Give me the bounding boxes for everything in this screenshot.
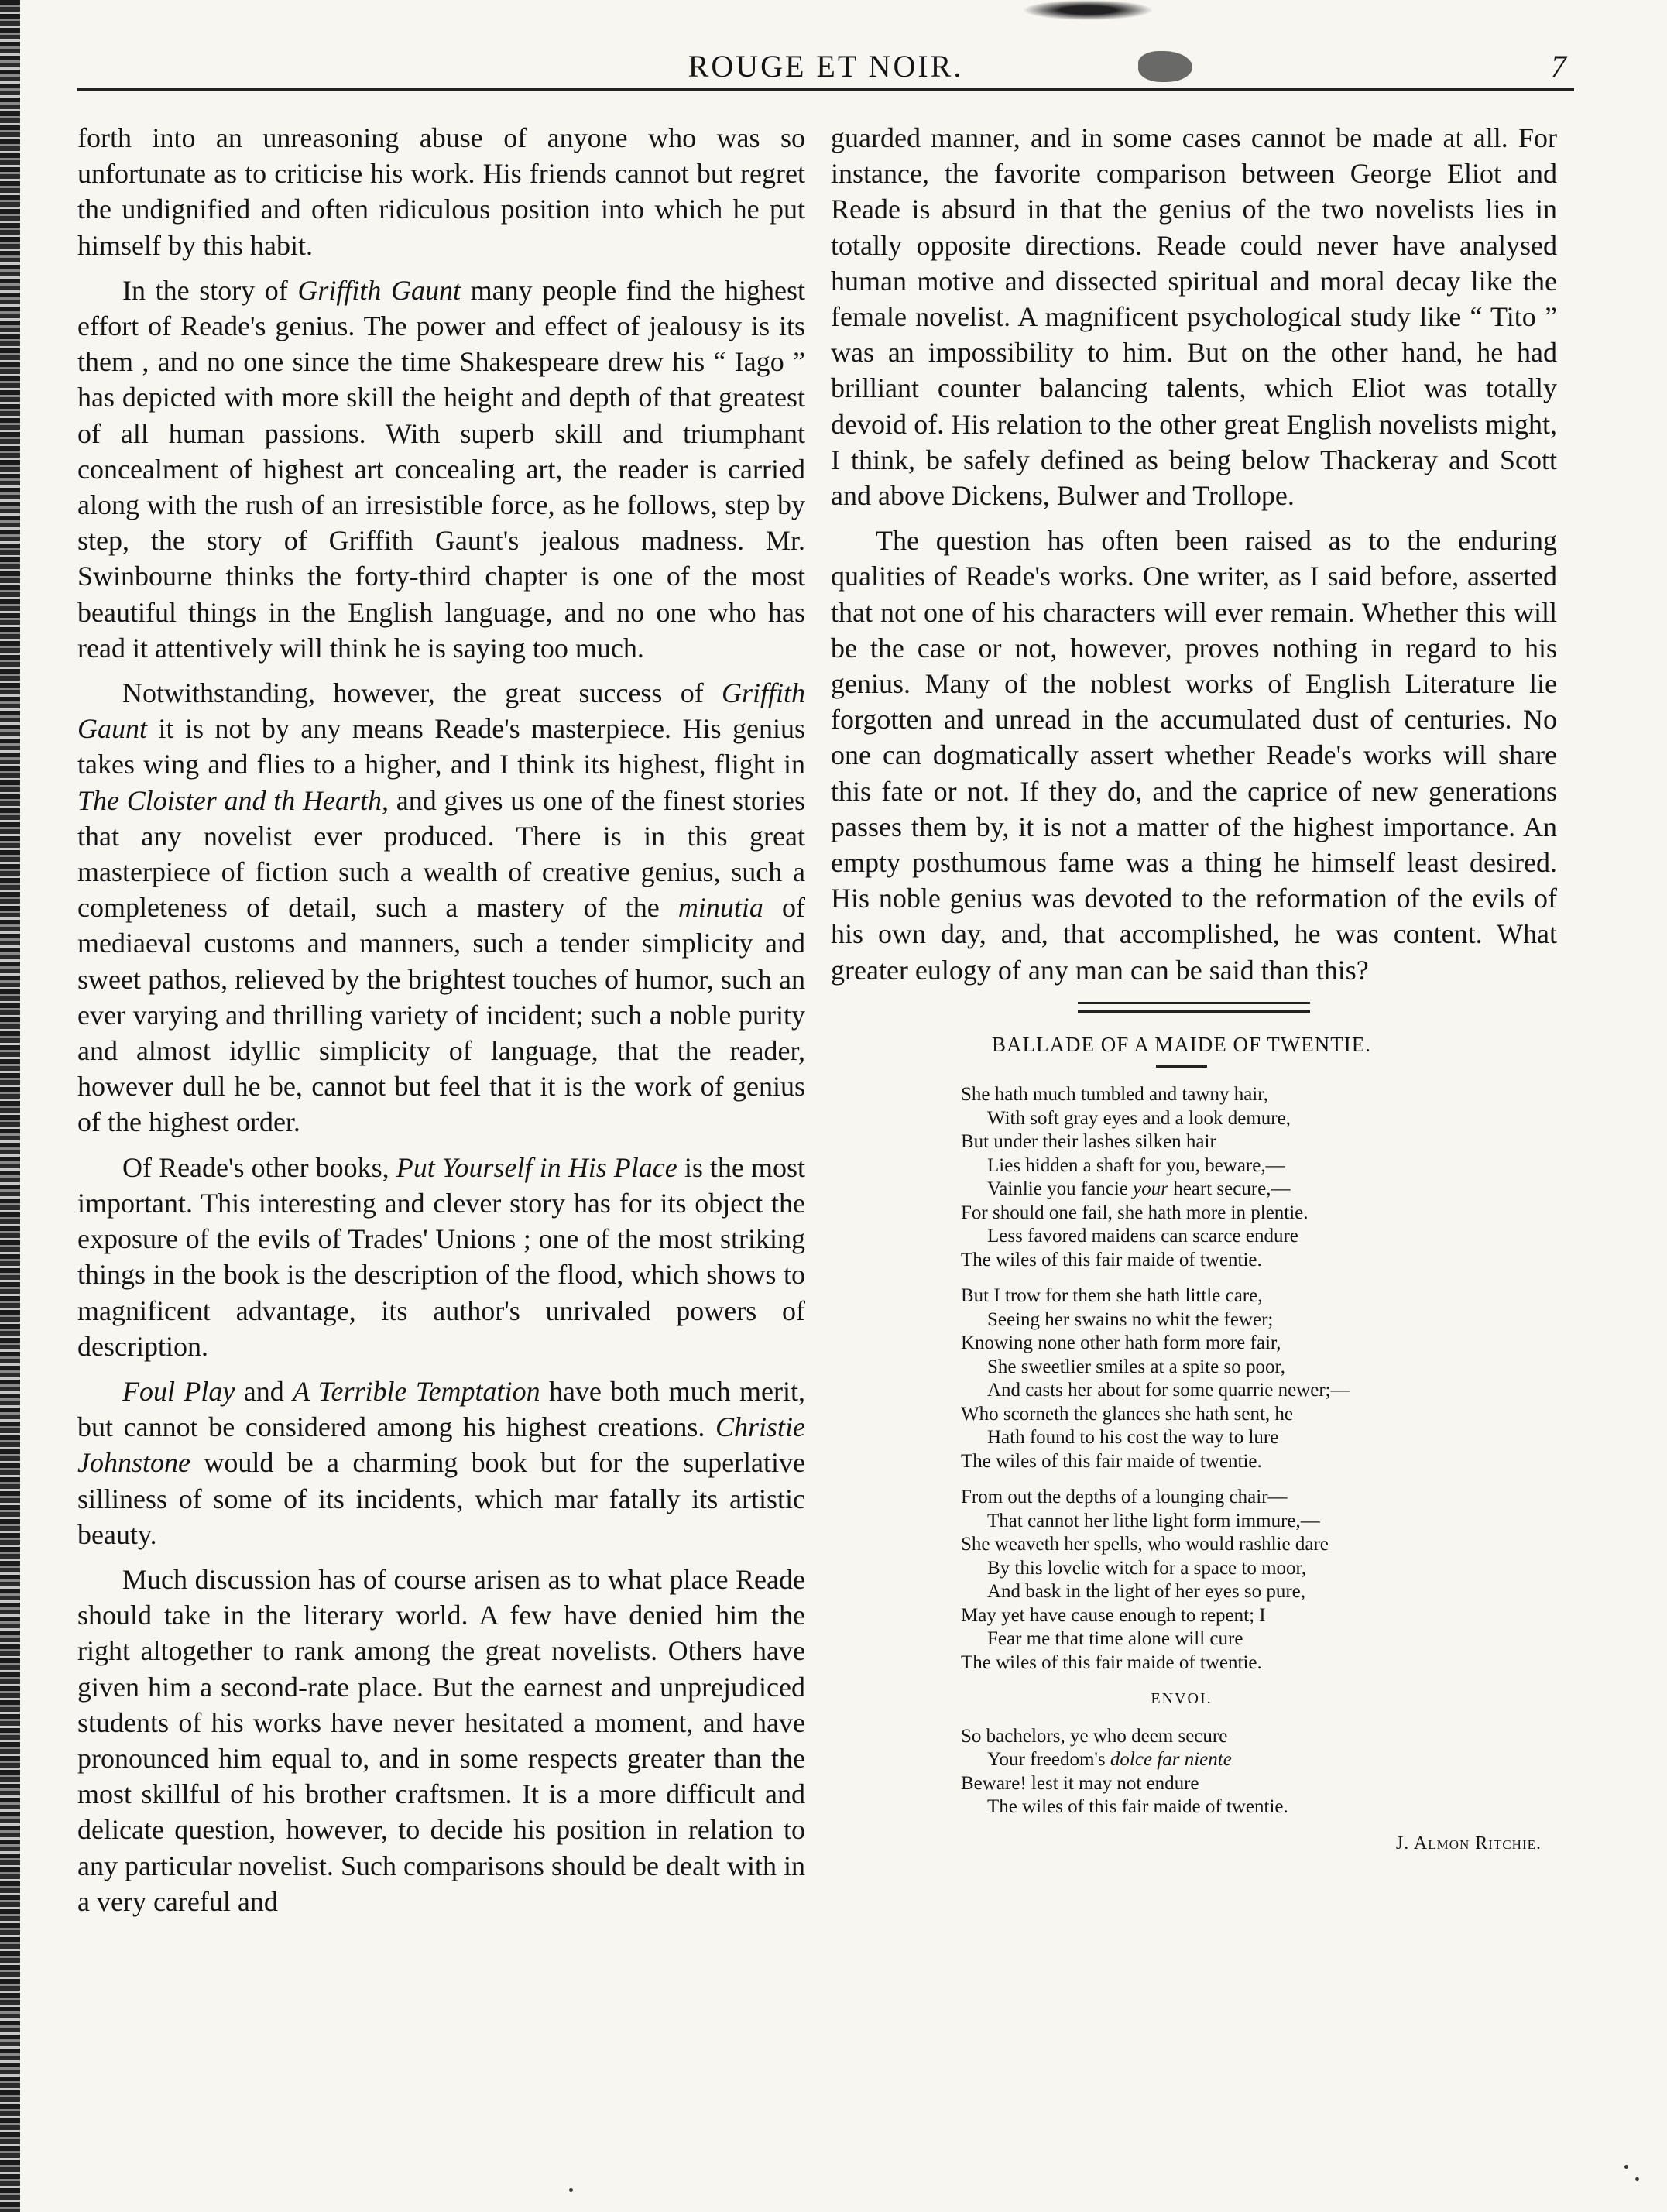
poem-envoi	[961, 1725, 1518, 1819]
poem-line: The wiles of this fair maide of twentie.	[987, 1796, 1288, 1818]
poem-line: The wiles of this fair maide of twentie.	[961, 1651, 1262, 1673]
paragraph-text: Notwithstanding, however, the great success of	[122, 677, 722, 709]
poem-line: Hath found to his cost the way to lure	[987, 1427, 1279, 1449]
scan-noise	[1022, 0, 1154, 20]
poem-line: So bachelors, ye who deem secure	[961, 1725, 1228, 1747]
emphasis: your	[1133, 1178, 1168, 1200]
left-column	[77, 120, 805, 1929]
paragraph	[77, 1562, 805, 1919]
poem-line: Who scorneth the glances she hath sent, he	[961, 1403, 1294, 1425]
poem-stanza	[961, 1083, 1518, 1272]
scanned-page-edge	[0, 0, 20, 2212]
poem-line	[961, 1178, 1518, 1202]
poem-line: Seeing her swains no whit the fewer;	[987, 1308, 1274, 1330]
page-header	[77, 48, 1574, 91]
poem-line: May yet have cause enough to repent; I	[961, 1604, 1266, 1626]
line-text: Your freedom's	[987, 1749, 1110, 1771]
paragraph-text: Much discussion has of course arisen as to what place Reade should take in the literary world. A few have denied him the right altogether to rank among the great novelists. Others have given him a second-rate place. But the earnest and unprejudiced students of his works have never hesitated a moment, and have pronounced him equal to, and in some respects greater than the most skillful of his brother craftsmen. It is a more difficult and delicate question, however, to decide his position in relation to any particular novelist. Such comparisons should be dealt with in a very careful and	[77, 1563, 805, 1917]
paragraph	[77, 1150, 805, 1364]
poem-line: She weaveth her spells, who would rashlie dare	[961, 1534, 1329, 1555]
book-title: Christie Johnstone	[77, 1411, 805, 1479]
paragraph-text: Of Reade's other books,	[122, 1151, 396, 1183]
paragraph-text: would be a charming book but for the superlative silliness of some of its incidents, which mar fatally its artistic beauty.	[77, 1447, 805, 1550]
emphasis: minutia	[677, 892, 763, 924]
emphasis: dolce far niente	[1110, 1749, 1232, 1771]
poem-line: Beware! lest it may not endure	[961, 1772, 1199, 1794]
book-title: Griffith Gaunt	[77, 677, 805, 745]
poem-line: That cannot her lithe light form immure,—	[987, 1510, 1320, 1531]
poem-line: But I trow for them she hath little care,	[961, 1285, 1263, 1307]
paragraph-text: is the most important. This interesting and clever story has for its object the exposure of the evils of Trades' Unions ; one of the most striking things in the book is the description of the flood, which shows to magnificent advantage, its author's unrivaled powers of description.	[77, 1151, 805, 1362]
paragraph-text: it is not by any means Reade's masterpiece. His genius takes wing and flies to a higher, and I think its highest, flight in	[77, 713, 805, 780]
paragraph	[77, 273, 805, 666]
author-signature: J. Almon Ritchie.	[1395, 1833, 1542, 1854]
poem-line: Less favored maidens can scarce endure	[987, 1226, 1298, 1247]
book-title: The Cloister and th Hearth,	[77, 784, 389, 816]
paragraph	[77, 675, 805, 1140]
poem-title: BALLADE OF A MAIDE OF TWENTIE.	[992, 1032, 1371, 1056]
poem-line: Knowing none other hath form more fair,	[961, 1332, 1281, 1354]
paragraph-text: forth into an unreasoning abuse of anyone who was so unfortunate as to criticise his work. His friends cannot but regret the undignified and often ridiculous position into which he put himself by this habit.	[77, 122, 805, 261]
poem-line: For should one fail, she hath more in plentie.	[961, 1202, 1309, 1223]
poem-line: But under their lashes silken hair	[961, 1131, 1216, 1153]
poem-line: By this lovelie witch for a space to moor,	[987, 1557, 1307, 1579]
line-text: heart secure,—	[1168, 1178, 1291, 1200]
poem-line: She sweetlier smiles at a spite so poor,	[987, 1356, 1286, 1377]
poem-stanza	[961, 1486, 1518, 1675]
paragraph-text: In the story of	[122, 274, 298, 306]
page-number: 7	[1551, 49, 1566, 84]
paragraph	[831, 120, 1557, 513]
poem-line: The wiles of this fair maide of twentie.	[961, 1450, 1262, 1472]
poem-stanza	[961, 1284, 1518, 1473]
paragraph-text: guarded manner, and in some cases cannot be made at all. For instance, the favorite comparison between George Eliot and Reade is absurd in that the genius of the two novelists lies in totally opposite directions. Reade could never have analysed human motive and dissected spiritual and moral decay like the female novelist. A magnificent psychological study like “ Tito ” was an impossibility to him. But on the other hand, he had brilliant counter balancing talents, which Eliot was totally devoid of. His relation to the other great English novelists might, I think, be safely defined as being below Thackeray and Scott and above Dickens, Bulwer and Trollope.	[831, 122, 1557, 512]
paragraph	[831, 523, 1557, 988]
right-column	[831, 120, 1557, 1855]
header-rule	[77, 88, 1574, 91]
book-title: Foul Play	[122, 1375, 235, 1407]
scan-speck	[1624, 2165, 1628, 2169]
poem-line: And casts her about for some quarrie newer;—	[987, 1380, 1350, 1401]
poem-line: She hath much tumbled and tawny hair,	[961, 1084, 1268, 1106]
book-title: A Terrible Temptation	[293, 1375, 540, 1407]
scan-speck	[569, 2188, 573, 2192]
poem-line: With soft gray eyes and a look demure,	[987, 1107, 1291, 1129]
paragraph	[77, 120, 805, 263]
book-title: Put Yourself in His Place	[396, 1151, 677, 1183]
publication-title: ROUGE ET NOIR.	[688, 49, 964, 84]
poem	[961, 1032, 1542, 1856]
paragraph-text: of mediaeval customs and manners, such a tender simplicity and sweet pathos, relieved by the brightest touches of humor, such an ever varying and thrilling variety of incident; such a noble purity and almost idyllic simplicity of language, that the reader, however dull he be, cannot but feel that it is the work of genius of the highest order.	[77, 892, 805, 1138]
paragraph-text: many people find the highest effort of Reade's genius. The power and effect of jealousy is its them , and no one since the time Shakespeare drew his “ Iago ” has depicted with more skill the height and depth of that greatest of all human passions. With superb skill and triumphant concealment of highest art concealing art, the reader is carried along with the rush of an irresistible force, as he follows, step by step, the story of Griffith Gaunt's jealous madness. Mr. Swinbourne thinks the forty-third chapter is one of the most beautiful things in the English language, and no one who has read it attentively will think he is saying too much.	[77, 274, 805, 664]
paragraph	[77, 1373, 805, 1552]
paragraph-text: and	[235, 1375, 293, 1407]
title-rule	[1156, 1065, 1207, 1068]
poem-line: The wiles of this fair maide of twentie.	[961, 1249, 1262, 1271]
poem-line: And bask in the light of her eyes so pure,	[987, 1581, 1306, 1603]
paragraph-text: The question has often been raised as to the enduring qualities of Reade's works. One writer, as I said before, asserted that not one of his characters will ever remain. Whether this will be the case or not, however, proves nothing in regard to his genius. Many of the noblest works of English Literature lie forgotten and unread in the accumulated dust of centuries. No one can dogmatically assert whether Reade's works will share this fate or not. If they do, and the caprice of new generations passes them by, it is not a matter of the highest importance. An empty posthumous fame was a thing he himself least desired. His noble genius was devoted to the reformation of the evils of his own day, and, that accomplished, he was content. What greater eulogy of any man can be said than this?	[831, 525, 1557, 986]
section-divider	[1078, 1002, 1310, 1013]
paragraph-text: have both much merit, but cannot be considered among his highest creations.	[77, 1375, 805, 1443]
poem-line: Fear me that time alone will cure	[987, 1628, 1243, 1650]
envoi-heading: ENVOI.	[1151, 1690, 1213, 1708]
paragraph-text: and gives us one of the finest stories that any novelist ever produced. There is in this great masterpiece of fiction such a wealth of creative genius, such a completeness of detail, such a mastery of the	[77, 784, 805, 924]
poem-line: Lies hidden a shaft for you, beware,—	[987, 1154, 1285, 1176]
ornament-icon	[1138, 51, 1192, 82]
poem-line: From out the depths of a lounging chair—	[961, 1487, 1288, 1508]
scan-speck	[1635, 2177, 1639, 2181]
poem-line	[961, 1748, 1518, 1772]
line-text: Vainlie you fancie	[987, 1178, 1134, 1200]
book-title: Griffith Gaunt	[297, 274, 461, 306]
